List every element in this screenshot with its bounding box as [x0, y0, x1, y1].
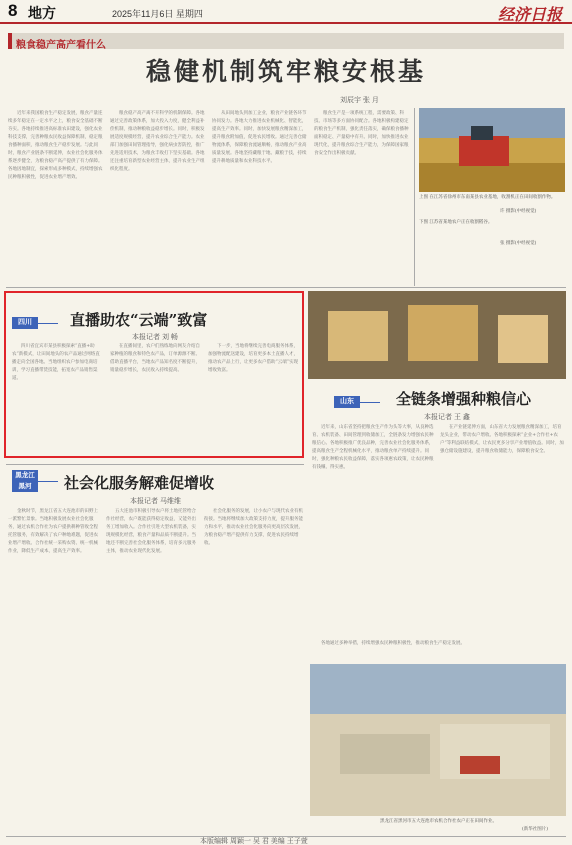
article-column: 社会化服务的发展，让小农户与现代农业有机衔接。当地将继续加大政策支持力度，提升服务能力和水平，推动农业社会化服务向更高层次发展，为粮食稳产增产提供有力支撑，促进农民持续增收。: [204, 509, 303, 546]
article-column: 下一步，当地将继续完善电商服务体系，加强物流配送建设，培育更多本土直播人才，推动农产品上行，让更多农户借助“云端”实现增收致富。: [208, 344, 299, 373]
photo-caption: 黑龙江省黑河市五大连池市农机合作社农户正在田间作业。: [380, 819, 497, 824]
masthead: [0, 0, 572, 24]
section-title: 地方: [28, 6, 56, 22]
footer-editor: 本版编辑 周颖一 吴 君 美编 王子萱: [200, 838, 308, 845]
harvest-photo: [419, 108, 565, 192]
paper-logo: 经济日报: [497, 5, 562, 24]
heilongjiang-byline: 本报记者 马维维: [130, 498, 181, 505]
photo-credit: 许 摄影(中经视觉): [500, 209, 537, 214]
shandong-byline: 本报记者 王 鑫: [424, 414, 470, 421]
section-rule: [6, 287, 566, 288]
region-tag: 黑龙江 黑河: [12, 470, 38, 492]
article-column: 五大连池市积极引导农户将土地托管给合作社经营，农户既能获得稳定收益，又能外出务工增加收入。合作社引进大型农机装备，实现规模化经营，粮食产量和品质不断提升。当地还不断完善社会化服务体系，培育多元服务主体，推动农业现代化发展。: [106, 509, 196, 554]
photo-caption: 下图 江苏省某地农户正在收割稻谷。: [419, 220, 493, 225]
sichuan-byline: 本报记者 刘 畅: [132, 334, 178, 341]
topic-banner: 粮食稳产高产看什么: [8, 33, 564, 49]
market-photo: [308, 291, 566, 379]
article-column: 各地通过多种举措，持续增强农民种粮积极性，推动粮食生产稳定发展。: [321, 641, 465, 646]
issue-date: 2025年11月6日 星期四: [112, 9, 203, 19]
article-column: 近年来，山东省坚持把粮食生产作为头等大事，从良种选育、农机装备、田间管理到收储加工，全链条发力增强农民种粮信心。各地积极推广优良品种，完善农业社会化服务体系，提高粮食生产全程机械化水平，推动粮食单产持续提升。同时，强化种粮农民收益保障，落实各项惠农政策，让农民种粮有钱赚、得实惠。: [312, 425, 434, 470]
article-column: 近年来我国粮食生产稳定发展，粮食产量连续多年稳定在一定水平之上，粮食安全基础不断夯实。各地持续推进高标准农田建设，强化农业科技支撑，完善种粮农民收益保障机制，稳定粮食播种面积，推动粮食生产稳步发展。与此同时，粮食产业链条不断延伸，农业社会化服务体系逐步健全，为粮食稳产高产提供了有力保障。各地因地制宜，探索形成多种模式，持续增强农民种粮积极性，促进农业增产增效。: [8, 111, 103, 180]
tag-line: [38, 323, 58, 324]
column-rule: [414, 108, 415, 286]
region-tag: 四川: [12, 317, 38, 329]
section-rule: [6, 464, 304, 465]
tag-line: [360, 402, 380, 403]
article-column: 在直播间里，农户们熟练地向网友介绍自家种植的粮食和特色农产品，订单源源不断。借助直播平台，当地农产品知名度不断提升，销量稳步增长，农民收入持续提高。: [110, 344, 200, 373]
region-tag: 山东: [334, 396, 360, 408]
article-column: 在产业链延伸方面，山东省大力发展粮食精深加工，培育龙头企业，带动农户增收。各地积极探索“企业+合作社+农户”等利益联结模式，让农民更多分享产业增值收益。同时，加强仓储设施建设，提升粮食收储能力，保障粮食安全。: [440, 425, 564, 454]
page-number: 8: [8, 1, 18, 20]
main-headline: 稳健机制筑牢粮安根基: [145, 57, 426, 86]
article-column: 粮食生产是一项系统工程，需要政策、科技、市场等多方面协同配合。各地积极构建稳定的粮食生产机制，强化责任落实，确保粮食播种面积稳定、产量稳中有升。同时，加快推进农业现代化，提升粮食综合生产能力，为保障国家粮食安全作出积极贡献。: [314, 111, 409, 156]
main-byline: 刘辰宇 张 月: [340, 97, 379, 104]
farm-photo: [310, 664, 566, 816]
photo-credit: (新华社图片): [522, 827, 549, 832]
tag-line: [38, 481, 58, 482]
shandong-headline: 全链条增强种粮信心: [396, 390, 532, 408]
sichuan-headline: 直播助农“云端”致富: [70, 311, 208, 329]
photo-credit: 张 摄影(中经视觉): [500, 241, 537, 246]
article-column: 四川省宜宾市某县积极探索“直播+助农”新模式，让田间地头的农产品通过网络直播走向全国各地。当地组织农户参加电商培训，学习直播带货技能，拓宽农产品销售渠道。: [12, 344, 100, 381]
article-column: 金秋时节，黑龙江省五大连池市的田野上一派繁忙景象。当地积极发展农业社会化服务，通过农机合作社为农户提供耕种管收全程托管服务，有效解决了农户种地难题，促进农业增产增收。合作社统一采购农资、统一机械作业，降低生产成本，提高生产效率。: [8, 509, 98, 554]
article-column: 从田间地头到加工企业，粮食产业链各环节协同发力。各地大力推进农业机械化、智能化，提高生产效率。同时，加快发展粮食精深加工，提升粮食附加值，促进农民增收。通过完善仓储物流体系，保障粮食流通顺畅，推动粮食产业高质量发展。各地坚持藏粮于地、藏粮于技，持续提升耕地质量和农业科技水平。: [212, 111, 307, 164]
heilongjiang-headline: 社会化服务解难促增收: [64, 474, 215, 492]
article-column: 粮食稳产高产离不开科学的机制保障。各地通过完善政策体系，加大投入力度，健全利益补偿机制，推动种粮收益稳步增长。同时，积极发展适度规模经营，提升农业综合生产能力。农业部门加强田间管理指导，强化病虫害防控，推广先进适用技术，为粮食丰收打下坚实基础。各地还注重培育新型农业经营主体，提升农业生产组织化程度。: [110, 111, 205, 172]
photo-caption: 上图 在江苏省徐州市东南某县农业基地，收割机正在田间收割作物。: [419, 195, 556, 200]
